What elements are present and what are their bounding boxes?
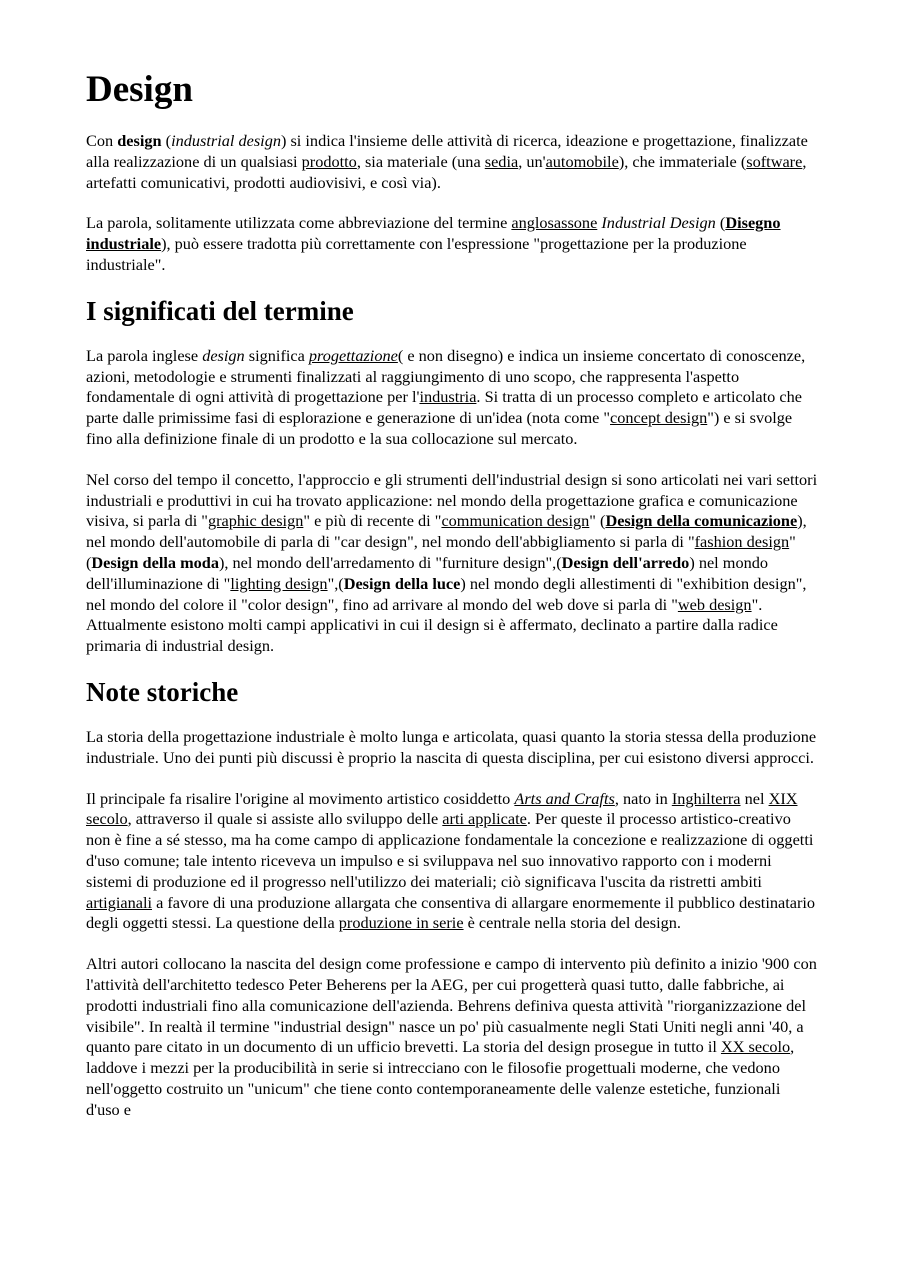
link-industria[interactable]: industria bbox=[419, 387, 477, 407]
meanings-paragraph-1: La parola inglese design significa progettazione( e non disegno) e indica un insieme concertato di conoscenze, azioni, metodologie e strumenti finalizzati al raggiungimento di uno scopo, che rappresenta l'aspetto fondamentale di ogni attività di progettazione per l'industria. Si tratta di un processo completo e articolato che parte dalle primissime fasi di esplorazione e generazione di un'idea (nota come "concept design") e si svolge fino alla definizione finale di un prodotto e la sua collocazione sul mercato. bbox=[86, 345, 806, 448]
link-artigianali[interactable]: artigianali bbox=[86, 892, 152, 912]
link-xix-secolo[interactable]: XIX secolo bbox=[86, 788, 798, 829]
link-graphic-design[interactable]: graphic design bbox=[207, 511, 304, 531]
link-progettazione[interactable]: progettazione bbox=[308, 345, 398, 365]
link-arts-and-crafts[interactable]: Arts and Crafts bbox=[514, 788, 615, 808]
article bbox=[86, 0, 818, 1120]
history-paragraph-3: Altri autori collocano la nascita del design come professione e campo di intervento più definito a inizio '900 con l'attività dell'architetto tedesco Peter Beherens per la AEG, per cui progetterà quasi tutto, dalle fabbriche, ai prodotti industriali fino alla comunicazione dell'azienda. Behrens definiva questa attività "riorganizzazione del visibile". In realtà il termine "industrial design" nasce un po' più casualmente negli Stati Uniti negli anni '40, a quanto pare citato in un documento di un ufficio brevetti. La storia del design prosegue in tutto il XX secolo, laddove i mezzi per la producibilità in serie si intrecciano con le filosofie progettuali moderne, che vedono nell'oggetto costruito un "unicum" che tiene conto contemporaneamente delle valenze estetiche, funzionali d'uso e bbox=[86, 954, 817, 1119]
link-software[interactable]: software bbox=[746, 151, 803, 171]
link-prodotto[interactable]: prodotto bbox=[301, 151, 357, 171]
history-paragraph-2: Il principale fa risalire l'origine al movimento artistico cosiddetto Arts and Crafts, nato in Inghilterra nel XIX secolo, attraverso il quale si assiste allo sviluppo delle arti applicate. Per queste il processo artistico-creativo non è fine a sé stesso, ma ha come campo di applicazione fondamentale la concezione e realizzazione di oggetti d'uso comune; tale intento riceveva un impulso e si sviluppava nel suo innovativo rapporto con i moderni sistemi di produzione ed il progresso nell'utilizzo dei materiali; ciò significava l'uscita da ristretti ambiti artigianali a favore di una produzione allargata che consentiva di allargare enormemente il pubblico destinatario degli oggetti stessi. La questione della produzione in serie è centrale nella storia del design. bbox=[86, 788, 816, 933]
meanings-paragraph-2: Nel corso del tempo il concetto, l'approccio e gli strumenti dell'industrial design si sono articolati nei vari settori industriali e produttivi in cui ha trovato applicazione: nel mondo della progettazione grafica e comunicazione visiva, si parla di "graphic design" e più di recente di "communication design" (Design della comunicazione), nel mondo dell'automobile di parla di "car design", nel mondo dell'abbigliamento si parla di "fashion design" (Design della moda), nel mondo dell'arredamento di "furniture design",(Design dell'arredo) nel mondo dell'illuminazione di "lighting design",(Design della luce) nel mondo degli allestimenti di "exhibition design", nel mondo del colore il "color design", fino ad arrivare al mondo del web dove si parla di "web design". Attualmente esistono molti campi applicativi in cui il design si è affermato, declinato a partire dalla radice primaria di industrial design. bbox=[86, 469, 818, 656]
section-heading-meanings: I significati del termine bbox=[86, 295, 354, 326]
section-heading-history: Note storiche bbox=[86, 676, 239, 707]
link-xx-secolo[interactable]: XX secolo bbox=[720, 1037, 791, 1057]
link-arti-applicate[interactable]: arti applicate bbox=[442, 809, 527, 829]
link-fashion-design[interactable]: fashion design bbox=[694, 532, 790, 552]
link-design-della-comunicazione[interactable]: Design della comunicazione bbox=[605, 511, 798, 531]
history-paragraph-1: La storia della progettazione industriale è molto lunga e articolata, quasi quanto la storia stessa della produzione industriale. Uno dei punti più discussi è proprio la nascita di questa disciplina, per cui esistono diversi approcci. bbox=[86, 726, 817, 767]
link-produzione-in-serie[interactable]: produzione in serie bbox=[338, 913, 464, 933]
link-lighting-design[interactable]: lighting design bbox=[230, 573, 328, 593]
page-title: Design bbox=[86, 69, 193, 110]
intro-paragraph-1: Con design (industrial design) si indica l'insieme delle attività di ricerca, ideazione e progettazione, finalizzate alla realizzazione di un qualsiasi prodotto, sia materiale (una sedia, un'automobile), che immateriale (software, artefatti comunicativi, prodotti audiovisivi, e così via). bbox=[86, 131, 808, 192]
link-communication-design[interactable]: communication design bbox=[441, 511, 590, 531]
link-sedia[interactable]: sedia bbox=[484, 151, 519, 171]
link-disegno-industriale[interactable]: Disegno industriale bbox=[86, 213, 781, 254]
link-web-design[interactable]: web design bbox=[677, 594, 752, 614]
link-inghilterra[interactable]: Inghilterra bbox=[671, 788, 741, 808]
link-automobile[interactable]: automobile bbox=[545, 151, 619, 171]
intro-paragraph-2: La parola, solitamente utilizzata come abbreviazione del termine anglosassone Industrial Design (Disegno industriale), può essere tradotta più correttamente con l'espressione "progettazione per la produzione industriale". bbox=[86, 213, 781, 274]
link-concept-design[interactable]: concept design bbox=[610, 408, 708, 428]
link-anglosassone[interactable]: anglosassone bbox=[511, 213, 598, 233]
